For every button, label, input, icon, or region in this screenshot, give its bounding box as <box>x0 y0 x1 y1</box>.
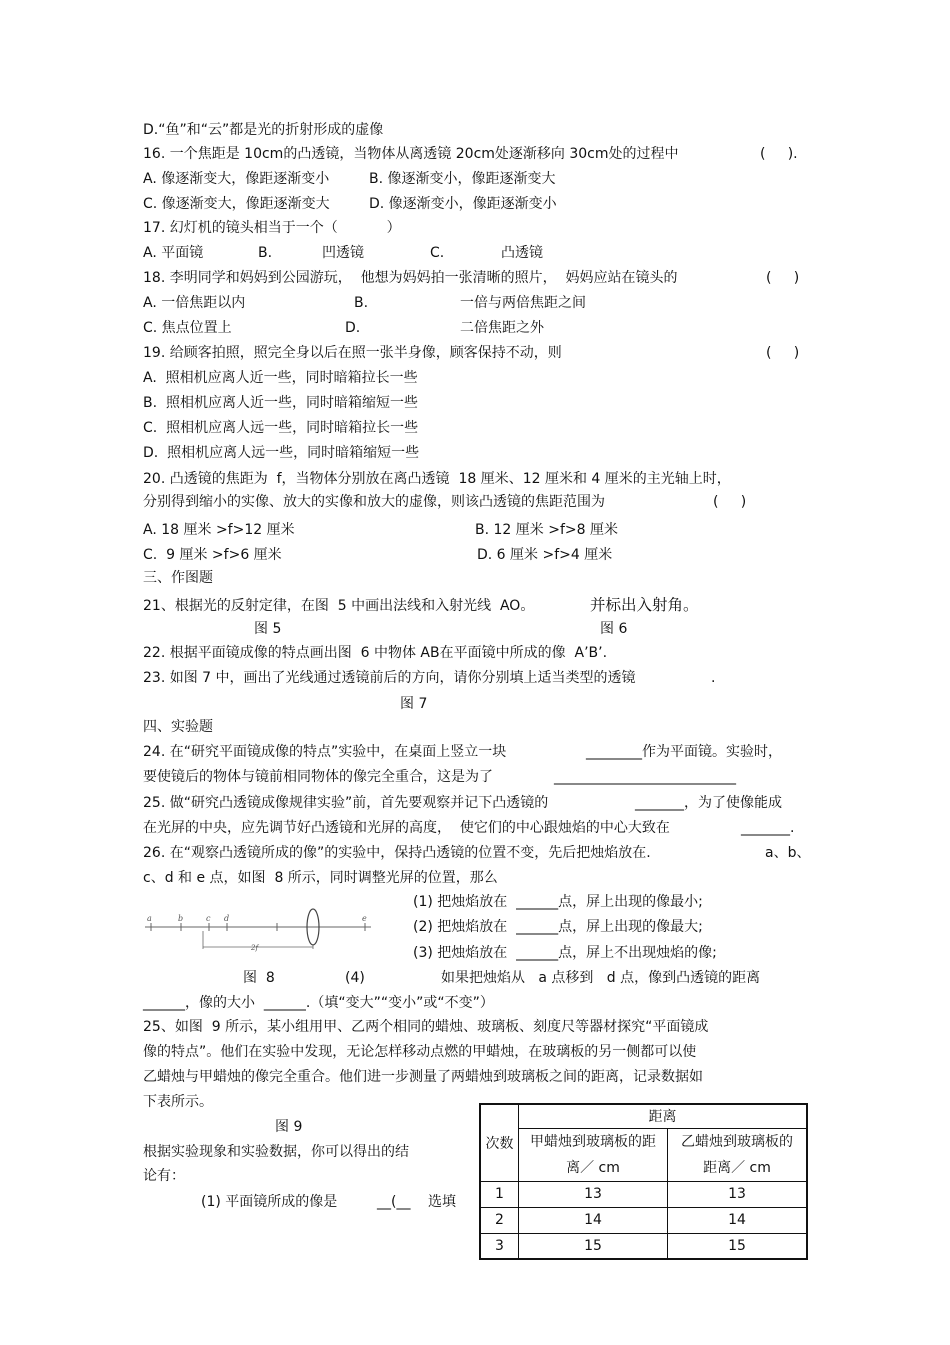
option-19c: C. 照相机应离人远一些，同时暗箱拉长一些 <box>143 420 419 436</box>
figure-5-caption: 图 5 <box>254 621 282 637</box>
question-24-blank: ________作为平面镜。实验时， <box>586 744 782 760</box>
answer-bracket-19: ( ) <box>766 345 800 361</box>
question-16: 16. 一个焦距是 10cm的凸透镜，当物体从离透镜 20cm处逐渐移向 30cm处的过程中 <box>143 146 679 162</box>
conclusion-intro-cont: 论有： <box>143 1168 185 1184</box>
table-header-col-a-line2: 离／ cm <box>566 1159 620 1176</box>
figure-9-caption: 图 9 <box>275 1119 303 1135</box>
question-19: 19. 给顾客拍照，照完全身以后在照一张半身像，顾客保持不动，则 <box>143 345 562 361</box>
conclusion-1-tail: 选填 <box>428 1194 456 1210</box>
figure-8-label-d: d <box>224 914 230 923</box>
option-16b: B. 像逐渐变小，像距逐渐变大 <box>369 171 556 187</box>
table-cell-count: 2 <box>480 1207 519 1233</box>
figure-8-label-a: a <box>147 914 152 923</box>
question-25b-cont-2: 乙蜡烛与甲蜡烛的像完全重合。他们进一步测量了两蜡烛到玻璃板之间的距离，记录数据如 <box>143 1069 703 1085</box>
figure-6-caption: 图 6 <box>600 621 628 637</box>
question-25b-cont-3: 下表所示。 <box>143 1094 213 1110</box>
option-17b-letter: B. <box>258 245 273 261</box>
option-18d-letter: D. <box>345 320 361 336</box>
option-17a: A. 平面镜 <box>143 245 204 261</box>
table-cell-a: 13 <box>519 1181 668 1207</box>
question-22: 22. 根据平面镜成像的特点画出图 6 中物体 AB在平面镜中所成的像 A’B’. <box>143 645 608 661</box>
distance-table <box>479 1103 808 1260</box>
answer-bracket-16: ( ). <box>760 146 798 162</box>
table-header-col-a-line1: 甲蜡烛到玻璃板的距 <box>530 1133 656 1150</box>
question-26-part-2: (2) 把烛焰放在 ______点，屏上出现的像最大; <box>413 919 703 935</box>
question-23-end: . <box>711 670 716 686</box>
question-26-part-1: (1) 把烛焰放在 ______点，屏上出现的像最小; <box>413 894 703 910</box>
table-header-col-b-line1: 乙蜡烛到玻璃板的 <box>681 1133 793 1150</box>
table-cell-b: 14 <box>668 1207 808 1233</box>
answer-bracket-18: ( ) <box>766 270 800 286</box>
section-4-heading: 四、实验题 <box>143 719 213 735</box>
figure-8-caption: 图 8 <box>243 970 275 986</box>
table-cell-a: 14 <box>519 1207 668 1233</box>
conclusion-1-blank: __(__ <box>377 1194 411 1210</box>
question-20-cont: 分别得到缩小的实像、放大的实像和放大的虚像，则该凸透镜的焦距范围为 <box>143 494 605 510</box>
table-header-col-b-line2: 距离／ cm <box>703 1159 771 1176</box>
option-17b-text: 凹透镜 <box>322 245 364 261</box>
figure-8-label-e: e <box>362 914 367 923</box>
table-row <box>480 1207 807 1233</box>
option-16d: D. 像逐渐变小，像距逐渐变小 <box>369 196 557 212</box>
question-17: 17. 幻灯机的镜头相当于一个（ ） <box>143 220 401 236</box>
question-21-tail: 并标出入射角。 <box>590 596 699 614</box>
table-header-col-b <box>668 1128 808 1181</box>
figure-7-caption: 图 7 <box>400 696 428 712</box>
question-26-points: a、b、 <box>765 845 811 861</box>
option-20c: C. 9 厘米 >f>6 厘米 <box>143 547 282 563</box>
question-21: 21、根据光的反射定律，在图 5 中画出法线和入射光线 AO。 <box>143 598 535 614</box>
option-19a: A. 照相机应离人近一些，同时暗箱拉长一些 <box>143 370 418 386</box>
section-3-heading: 三、作图题 <box>143 570 213 586</box>
question-24-cont: 要使镜后的物体与镜前相同物体的像完全重合，这是为了 <box>143 769 493 785</box>
question-18: 18. 李明同学和妈妈到公园游玩， 他想为妈妈拍一张清晰的照片， 妈妈应站在镜头的 <box>143 270 678 286</box>
question-25-blank: _______，为了使像能成 <box>635 795 782 811</box>
option-20b: B. 12 厘米 >f>8 厘米 <box>475 522 618 538</box>
figure-8-label-b: b <box>178 914 184 923</box>
table-cell-count: 3 <box>480 1233 519 1259</box>
table-header-count: 次数 <box>480 1104 519 1181</box>
table-header-col-a <box>519 1128 668 1181</box>
conclusion-1: (1) 平面镜所成的像是 <box>201 1194 338 1210</box>
table-row <box>480 1181 807 1207</box>
question-26-part-3: (3) 把烛焰放在 ______点，屏上不出现烛焰的像; <box>413 945 717 961</box>
line-15d: D.“鱼”和“云”都是光的折射形成的虚像 <box>143 122 384 138</box>
option-16a: A. 像逐渐变大，像距逐渐变小 <box>143 171 330 187</box>
question-26-part-4-num: (4) <box>345 970 365 986</box>
question-26-part-4: 如果把烛焰从 a 点移到 d 点，像到凸透镜的距离 <box>441 970 761 986</box>
figure-8-label-c: c <box>206 914 211 923</box>
question-24-blank-2: __________________________ <box>554 769 736 785</box>
question-26: 26. 在“观察凸透镜所成的像”的实验中，保持凸透镜的位置不变，先后把烛焰放在. <box>143 845 651 861</box>
option-19d: D. 照相机应离人远一些，同时暗箱缩短一些 <box>143 445 420 461</box>
table-cell-count: 1 <box>480 1181 519 1207</box>
question-26-cont: c、d 和 e 点，如图 8 所示，同时调整光屏的位置，那么 <box>143 870 498 886</box>
option-17c-letter: C. <box>430 245 445 261</box>
table-cell-a: 15 <box>519 1233 668 1259</box>
question-25b-cont-1: 像的特点”。他们在实验中发现，无论怎样移动点燃的甲蜡烛，在玻璃板的另一侧都可以使 <box>143 1044 697 1060</box>
table-cell-b: 15 <box>668 1233 808 1259</box>
question-23: 23. 如图 7 中，画出了光线通过透镜前后的方向，请你分别填上适当类型的透镜 <box>143 670 636 686</box>
question-25: 25. 做“研究凸透镜成像规律实验”前，首先要观察并记下凸透镜的 <box>143 795 549 811</box>
option-18d-text: 二倍焦距之外 <box>460 320 544 336</box>
question-25-cont: 在光屏的中央，应先调节好凸透镜和光屏的高度， 使它们的中心跟烛焰的中心大致在 <box>143 820 670 836</box>
question-24: 24. 在“研究平面镜成像的特点”实验中，在桌面上竖立一块 <box>143 744 507 760</box>
option-19b: B. 照相机应离人近一些，同时暗箱缩短一些 <box>143 395 418 411</box>
question-25b: 25、如图 9 所示，某小组用甲、乙两个相同的蜡烛、玻璃板、刻度尺等器材探究“平面镜成 <box>143 1019 709 1035</box>
question-25-blank-2: _______. <box>741 820 795 836</box>
question-26-part-4-cont: ______，像的大小 ______.（填“变大”“变小”或“不变”） <box>143 995 494 1011</box>
option-18b-text: 一倍与两倍焦距之间 <box>460 295 586 311</box>
question-20: 20. 凸透镜的焦距为 f，当物体分别放在离凸透镜 18 厘米、12 厘米和 4 厘米的主光轴上时， <box>143 471 731 487</box>
figure-8-dimension-2f: 2f <box>251 944 259 952</box>
table-header-distance: 距离 <box>519 1104 808 1128</box>
table-row <box>480 1233 807 1259</box>
option-18a: A. 一倍焦距以内 <box>143 295 246 311</box>
answer-bracket-20: ( ) <box>713 494 747 510</box>
option-16c: C. 像逐渐变大，像距逐渐变大 <box>143 196 330 212</box>
option-20d: D. 6 厘米 >f>4 厘米 <box>477 547 613 563</box>
figure-8-optical-bench <box>143 905 373 960</box>
option-20a: A. 18 厘米 >f>12 厘米 <box>143 522 295 538</box>
table-cell-b: 13 <box>668 1181 808 1207</box>
option-18b-letter: B. <box>354 295 369 311</box>
option-17c-text: 凸透镜 <box>501 245 543 261</box>
option-18c: C. 焦点位置上 <box>143 320 232 336</box>
conclusion-intro: 根据实验现象和实验数据，你可以得出的结 <box>143 1144 409 1160</box>
